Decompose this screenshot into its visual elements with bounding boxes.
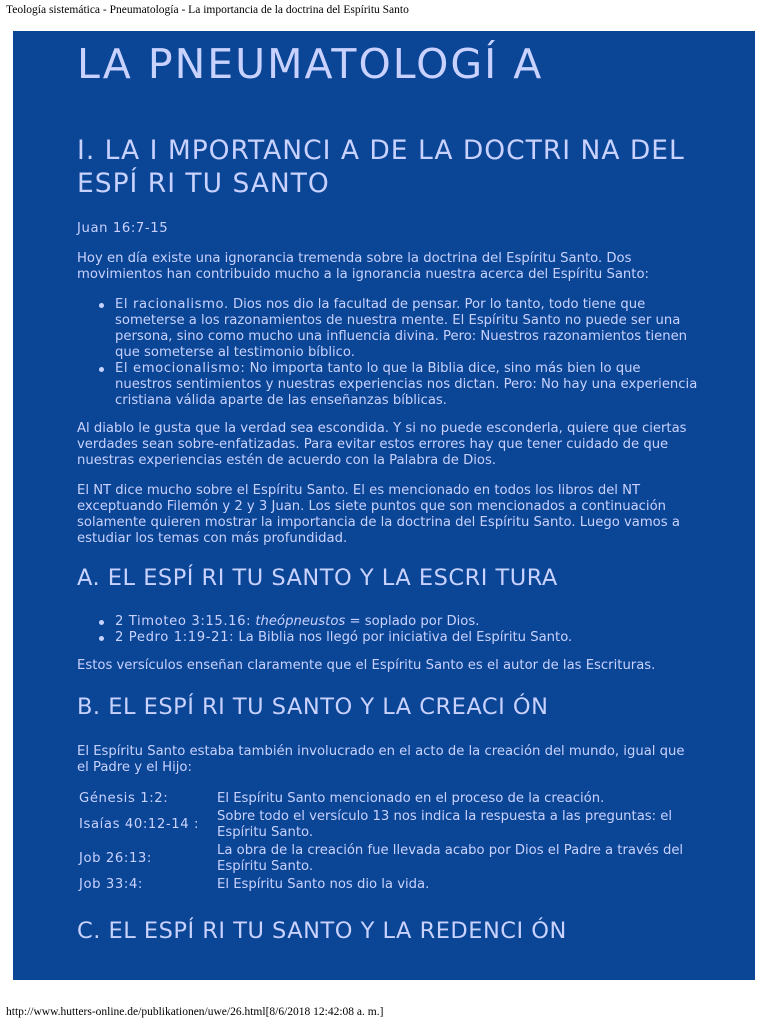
nt-paragraph: El NT dice mucho sobre el Espíritu Santo. El es mencionado en todos los libros del NT exceptuando Filemón y 2 y 3 Juan. Los siete puntos que son mencionados a continuación solamente quieren mostrar la importancia de la doctrina del Espíritu Santo. Luego vamos a estudiar los temas con más profundidad.	[77, 483, 680, 546]
page-title: LA PNEUMATOLOGÍ A	[77, 40, 544, 88]
devil-paragraph: Al diablo le gusta que la verdad sea escondida. Y si no puede esconderla, quiere que ciertas verdades sean sobre-enfatizadas. Para evitar estos errores hay que tener cuidado de que nuestras experiencias estén de acuerdo con la Palabra de Dios.	[77, 421, 687, 468]
scripture-reference: Juan 16:7-15	[77, 221, 169, 236]
browser-print-footer: http://www.hutters-online.de/publikationen/uwe/26.html[8/6/2018 12:42:08 a. m.]	[6, 1006, 384, 1018]
bullet-icon	[99, 367, 104, 372]
list-item-text: Dios nos dio la facultad de pensar. Por lo tanto, todo tiene que someterse a los razonamientos de nuestra mente. El Espíritu Santo no puede ser una persona, sino como mucho una influencia divina. Pero: Nuestros razonamientos tienen que someterse al testimonio bíblico.	[115, 297, 688, 360]
table-cell-ref: Isaías 40:12-14 :	[79, 817, 200, 832]
section-c-title: C. EL ESPÍ RI TU SANTO Y LA REDENCI ÓN	[77, 918, 567, 944]
creation-references-table	[77, 790, 699, 894]
list-item	[115, 297, 699, 361]
table-cell-ref: Génesis 1:2:	[79, 791, 169, 806]
section-a-list	[77, 614, 699, 646]
list-item-ref: 2 Pedro 1:19-21:	[115, 630, 235, 645]
bullet-icon	[99, 636, 104, 641]
list-item	[115, 630, 699, 646]
movements-list	[77, 297, 699, 409]
section-title: I. LA I MPORTANCI A DE LA DOCTRI NA DEL ESPÍ RI TU SANTO	[77, 135, 685, 199]
browser-print-header: Teología sistemática - Pneumatología - La importancia de la doctrina del Espíritu Santo	[6, 4, 409, 16]
bullet-icon	[99, 620, 104, 625]
table-cell-ref: Job 26:13:	[79, 851, 152, 866]
table-cell-ref: Job 33:4:	[79, 877, 143, 892]
list-item-text: No importa tanto lo que la Biblia dice, sino más bien lo que nuestros sentimientos y nuestras experiencias nos dictan. Pero: No hay una experiencia cristiana válida aparte de las enseñanzas bíblicas.	[115, 361, 698, 408]
intro-paragraph: Hoy en día existe una ignorancia tremenda sobre la doctrina del Espíritu Santo. Dos movimientos han contribuido mucho a la ignorancia nuestra acerca del Espíritu Santo:	[77, 251, 649, 282]
list-item-term: El racionalismo.	[115, 297, 229, 312]
list-item	[115, 361, 699, 409]
list-item-text: = soplado por Dios.	[345, 614, 480, 629]
table-row	[77, 808, 699, 842]
section-a-title: A. EL ESPÍ RI TU SANTO Y LA ESCRI TURA	[77, 565, 558, 591]
bullet-icon	[99, 303, 104, 308]
page-content-panel	[13, 31, 755, 980]
table-row	[77, 876, 699, 894]
list-item	[115, 614, 699, 630]
table-row	[77, 842, 699, 876]
list-item-term: El emocionalismo:	[115, 361, 246, 376]
table-row	[77, 790, 699, 808]
list-item-ref: 2 Timoteo 3:15.16:	[115, 614, 252, 629]
list-item-greek: theópneustos	[255, 614, 346, 629]
table-cell-text: El Espíritu Santo mencionado en el proceso de la creación.	[217, 791, 605, 806]
section-a-conclusion: Estos versículos enseñan claramente que el Espíritu Santo es el autor de las Escrituras.	[77, 658, 656, 673]
table-cell-text: El Espíritu Santo nos dio la vida.	[217, 877, 430, 892]
table-cell-text: Sobre todo el versículo 13 nos indica la respuesta a las preguntas: el Espíritu Santo.	[217, 809, 673, 840]
list-item-text: La Biblia nos llegó por iniciativa del Espíritu Santo.	[234, 630, 573, 645]
table-cell-text: La obra de la creación fue llevada acabo por Dios el Padre a través del Espíritu Santo.	[217, 843, 684, 874]
section-b-intro: El Espíritu Santo estaba también involucrado en el acto de la creación del mundo, igual que el Padre y el Hijo:	[77, 744, 685, 775]
section-b-title: B. EL ESPÍ RI TU SANTO Y LA CREACI ÓN	[77, 694, 549, 720]
